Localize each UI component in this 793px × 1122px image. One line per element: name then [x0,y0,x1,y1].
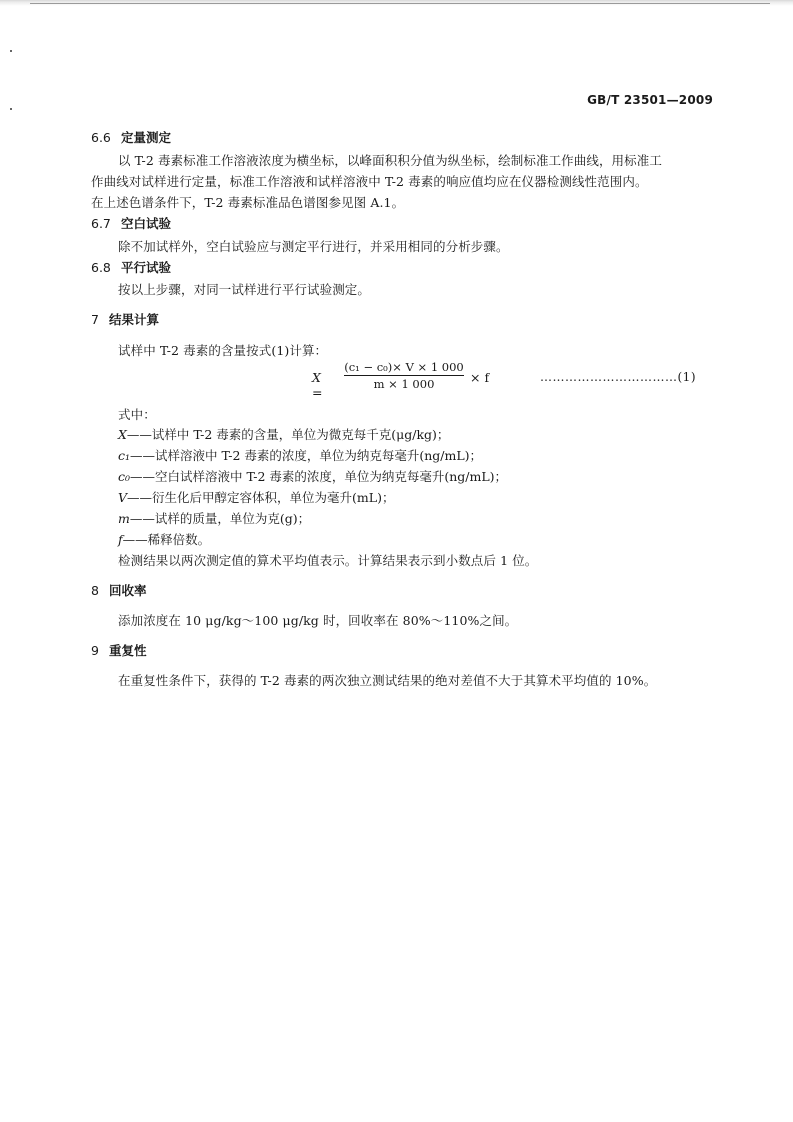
section-6-6-heading [91,128,171,146]
formula-lhs: X = [312,370,323,400]
section-title: 回收率 [109,583,147,598]
variable-line [118,488,394,506]
formula-denominator: m × 1 000 [373,377,435,391]
section-9-heading [91,641,147,659]
section-title: 结果计算 [109,312,160,327]
variable-description: ——试样中 T-2 毒素的含量，单位为微克每千克(μg/kg)； [126,427,450,442]
variable-symbol: m [118,511,130,526]
section-number: 6.8 [91,260,111,275]
variable-description: ——试样的质量，单位为克(g)； [129,511,311,526]
scan-line [30,3,770,4]
paragraph-line: 在重复性条件下，获得的 T-2 毒素的两次独立测试结果的绝对差值不大于其算术平均值的 10%。 [118,673,657,688]
variable-symbol: X [118,427,127,442]
variable-description: ——稀释倍数。 [122,532,211,547]
paragraph-line: 在上述色谱条件下，T-2 毒素标准品色谱图参见图 A.1。 [91,195,405,210]
formula-rhs: × f [470,370,490,385]
section-8-heading [91,581,147,599]
standard-code: GB/T 23501—2009 [587,93,713,107]
variable-line [118,467,507,485]
variable-line [118,425,449,443]
paragraph-line: 按以上步骤，对同一试样进行平行试验测定。 [118,282,371,297]
section-7-heading [91,310,159,328]
variable-symbol: f [118,532,123,547]
equation-number: ……………………………(1) [540,370,696,384]
formula-intro: 试样中 T-2 毒素的含量按式(1)计算： [118,343,328,358]
variable-description: ——空白试样溶液中 T-2 毒素的浓度，单位为纳克每毫升(ng/mL)； [130,469,508,484]
paragraph-line: 以 T-2 毒素标准工作溶液浓度为横坐标，以峰面积积分值为纵坐标，绘制标准工作曲线，用标准工 [118,153,662,168]
section-number: 9 [91,643,99,658]
section-6-8-heading [91,258,171,276]
formula-numerator: (c₁ − c₀)× V × 1 000 [344,360,464,374]
variable-line [118,509,310,527]
section-title: 定量测定 [121,130,172,145]
section-number: 6.6 [91,130,111,145]
section-title: 重复性 [109,643,147,658]
section-number: 6.7 [91,216,111,231]
paragraph-line: 除不加试样外，空白试验应与测定平行进行，并采用相同的分析步骤。 [118,239,509,254]
section-title: 空白试验 [121,216,172,231]
scan-dot [10,108,12,110]
result-conclusion: 检测结果以两次测定值的算术平均值表示。计算结果表示到小数点后 1 位。 [118,553,538,568]
scan-dot [10,50,12,52]
variable-symbol: c₀ [118,469,131,484]
variable-line [118,530,210,548]
formula-fraction [344,360,464,391]
section-title: 平行试验 [121,260,172,275]
variable-symbol: V [118,490,128,505]
paragraph-line: 作曲线对试样进行定量，标准工作溶液和试样溶液中 T-2 毒素的响应值均应在仪器检测线性范围内。 [91,174,648,189]
where-label: 式中： [118,407,156,422]
section-number: 8 [91,583,99,598]
section-number: 7 [91,312,99,327]
variable-line [118,446,482,464]
paragraph-line: 添加浓度在 10 μg/kg～100 μg/kg 时，回收率在 80%～110%之间。 [118,613,518,628]
variable-description: ——衍生化后甲醇定容体积，单位为毫升(mL)； [127,490,395,505]
section-6-7-heading [91,214,171,232]
variable-description: ——试样溶液中 T-2 毒素的浓度，单位为纳克每毫升(ng/mL)； [130,448,483,463]
variable-symbol: c₁ [118,448,131,463]
